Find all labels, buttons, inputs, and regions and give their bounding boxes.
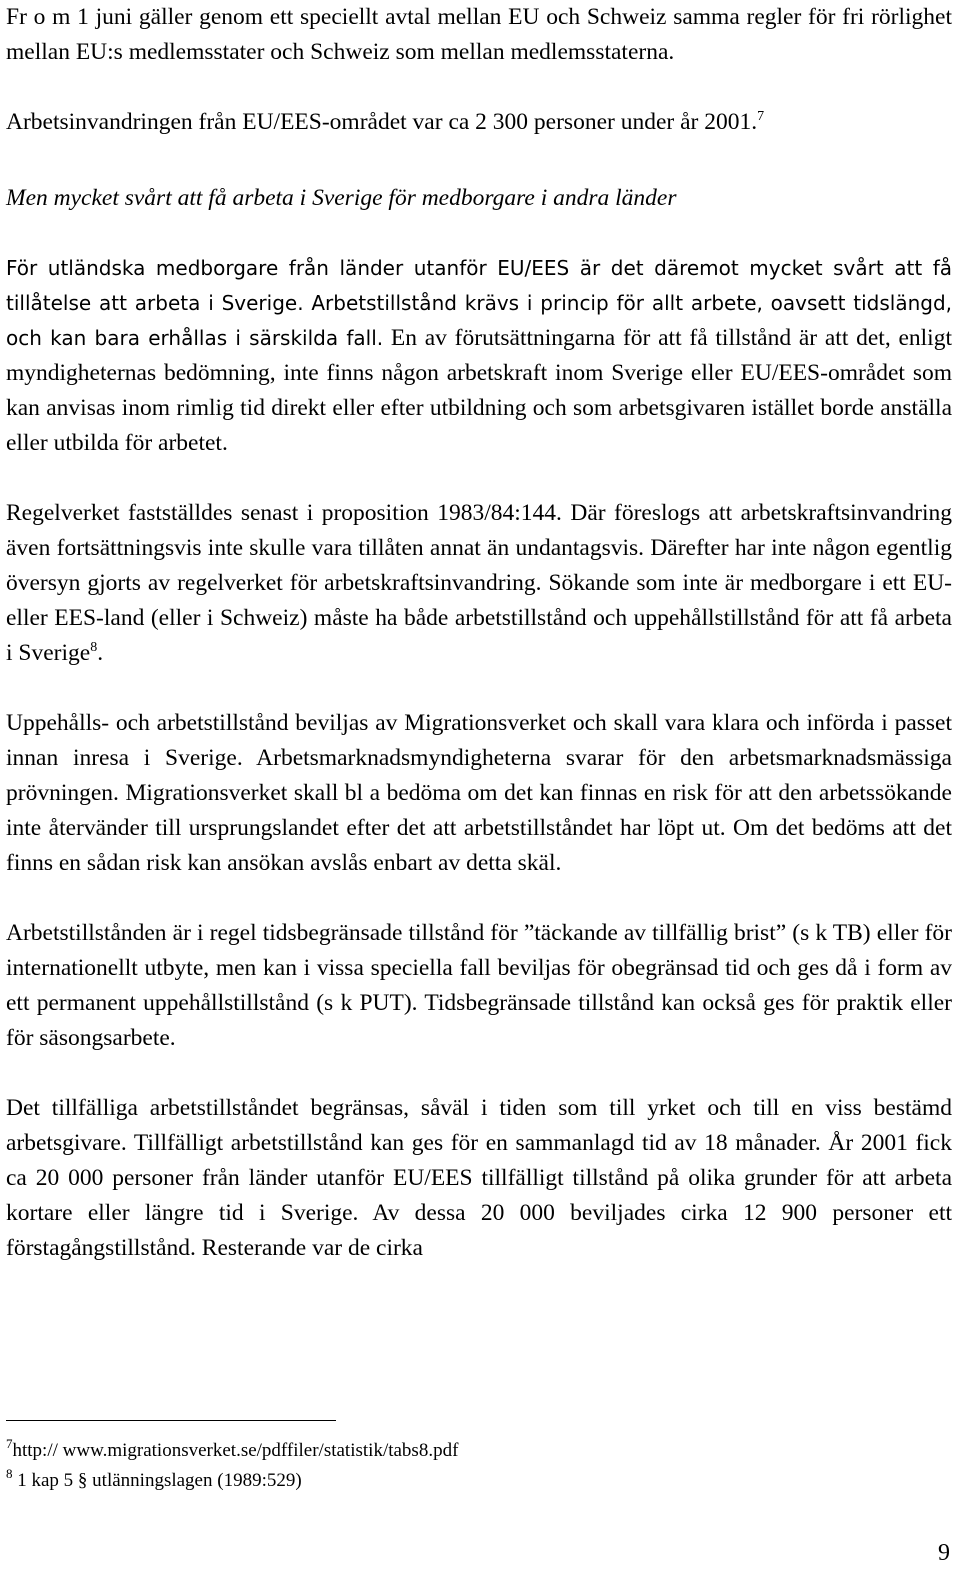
paragraph-temporary-permit: Det tillfälliga arbetstillståndet begränsas, såväl i tiden som till yrket och till en viss bestämd arbetsgivare. Tillfälligt arbetstillstånd kan ges för en sammanlagd tid av 18 månader. År 2001 fick ca 20 000 personer från länder utanför EU/EES tillfälligt tillstånd på olika grunder för att arbeta kortare eller längre tid i Sverige. Av dessa 20 000 beviljades cirka 12 900 personer ett förstagångstillstånd. Resterande var de cirka [6,1095,952,1261]
paragraph-work-permit-serif: En av förutsättningarna för att få tillstånd är att det, enligt myndigheternas bedömning, inte finns någon arbetskraft inom Sverige eller EU/EES-området som kan anvisas inom rimlig tid direkt eller efter utbildning och som arbetsgivaren istället borde anställa eller utbilda för arbetet. [6,325,952,456]
footnote-divider [6,1420,336,1421]
paragraph-eu-switzerland: Fr o m 1 juni gäller genom ett speciellt avtal mellan EU och Schweiz samma regler för fri rörlighet mellan EU:s medlemsstater och Schweiz som mellan medlemsstaterna. [6,4,952,65]
paragraph-labor-immigration [6,105,952,140]
footnote-ref-8: 8 [90,640,98,655]
paragraph-regulation [6,496,952,671]
section-heading: Men mycket svårt att få arbeta i Sverige för medborgare i andra länder [6,185,677,211]
page-number: 9 [938,1540,950,1566]
footnotes [6,1436,458,1496]
footnote-marker-8: 8 [6,1466,13,1481]
paragraph-work-permit-sans: För utländska medborgare från länder utanför EU/EES är det däremot mycket svårt att få tillåtelse att arbeta i Sverige. Arbetstillstånd krävs i princip för allt arbete, oavsett tidslängd, och kan bara erhållas i särskilda fall. [6,256,952,350]
footnote-text-8: 1 kap 5 § utlänningslagen (1989:529) [12,1470,302,1491]
paragraph-regulation-end: . [97,640,104,666]
footnote-7 [6,1436,458,1466]
paragraph-work-permit [6,251,952,461]
footnote-link-7[interactable]: http:// www.migrationsverket.se/pdffiler/statistik/tabs8.pdf [12,1440,459,1461]
footnote-marker-7: 7 [6,1436,13,1451]
paragraph-labor-immigration-text: Arbetsinvandringen från EU/EES-området var ca 2 300 personer under år 2001. [6,109,758,135]
paragraph-migration-board: Uppehålls- och arbetstillstånd beviljas av Migrationsverket och skall vara klara och införda i passet innan inresa i Sverige. Arbetsmarknadsmyndigheterna svarar för den arbetsmarknadsmässiga prövningen. Migrationsverket skall bl a bedöma om det kan finnas en risk för att den arbetssökande inte återvänder till ursprungslandet efter det att arbetstillståndet har löpt ut. Om det bedöms att det finns en sådan risk kan ansökan avslås enbart av detta skäl. [6,710,952,876]
document-body [6,0,952,1266]
paragraph-time-limited: Arbetstillstånden är i regel tidsbegränsade tillstånd för ”täckande av tillfällig brist” (s k TB) eller för internationellt utbyte, men kan i vissa speciella fall beviljas för obegränsad tid och ges då i form av ett permanent uppehållstillstånd (s k PUT). Tidsbegränsade tillstånd kan också ges för praktik eller för säsongsarbete. [6,920,952,1051]
footnote-8 [6,1466,458,1496]
footnote-ref-7: 7 [757,109,765,124]
paragraph-regulation-text: Regelverket fastställdes senast i proposition 1983/84:144. Där föreslogs att arbetskraftsinvandring även fortsättningsvis inte skulle vara tillåten annat än undantagsvis. Därefter har inte någon egentlig översyn gjorts av regelverket för arbetskraftsinvandring. Sökande som inte är medborgare i ett EU- eller EES-land (eller i Schweiz) måste ha både arbetstillstånd och uppehållstillstånd för att få arbeta i Sverige [6,500,952,666]
